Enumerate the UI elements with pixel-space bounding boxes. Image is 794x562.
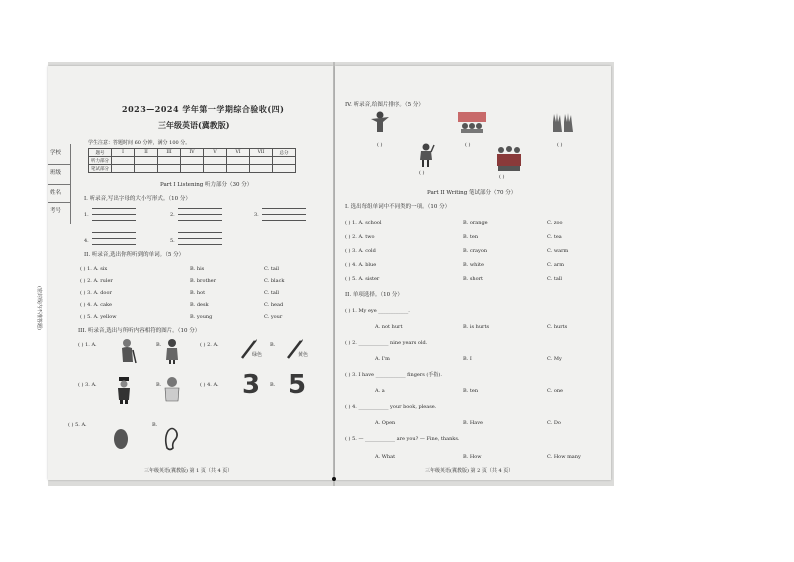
scanned-exam-photo: [36, 62, 614, 486]
sec6-stem: ( ) 3. I have ____________ fingers (手指).: [345, 372, 442, 378]
order-bracket[interactable]: ( ): [465, 142, 471, 148]
sec6-option-c: C. one: [547, 388, 564, 394]
sec5-option-b: B. white: [463, 262, 484, 268]
sec2-option-b: B. young: [190, 314, 213, 320]
sec6-stem: ( ) 2. ____________ nine years old.: [345, 340, 428, 346]
write-line: [178, 238, 222, 239]
number-three-picture: 3: [242, 370, 261, 400]
sec3-q4-a: ( ) 4. A.: [200, 382, 219, 388]
section3-heading: III. 听录音,选出与所听内容相符的图片。（10 分）: [78, 328, 201, 334]
sec3-q2-b: B.: [270, 342, 276, 348]
exam-subtitle: 三年级英语(冀教版): [158, 120, 230, 130]
write-line: [92, 208, 136, 209]
order-bracket[interactable]: ( ): [557, 142, 563, 148]
sec6-option-c: C. Do: [547, 420, 561, 426]
sec3-q5-b: B.: [152, 422, 158, 428]
part2-heading: Part II Writing 笔试部分（70 分）: [427, 190, 517, 196]
score-header: 题号: [89, 149, 112, 157]
sec2-row: ( ) 2. A. ruler: [80, 278, 113, 284]
sec5-option-c: C. tall: [547, 276, 563, 282]
sec3-q5-a: ( ) 5. A.: [68, 422, 87, 428]
pencil-label-yellow: 黄色: [298, 352, 309, 358]
sec2-row: ( ) 4. A. cake: [80, 302, 112, 308]
sec5-option-b: B. short: [463, 276, 484, 282]
sec5-option-c: C. zoo: [547, 220, 563, 226]
write-line: [262, 208, 306, 209]
ear-picture: [162, 426, 180, 452]
write-item: 5.: [170, 238, 175, 244]
part1-heading: Part I Listening 听力部分（30 分）: [160, 182, 253, 188]
egg-picture: [112, 428, 130, 450]
margin-divider: [48, 184, 70, 185]
girl-picture: [164, 338, 180, 364]
sec3-q3-b: B.: [156, 382, 162, 388]
margin-label-name: 姓名: [50, 190, 62, 196]
section5-heading: I. 选出每组单词中不同类的一项。（10 分）: [345, 204, 451, 210]
exam-title: 2023—2024 学年第一学期综合验收(四): [122, 104, 285, 114]
sec6-option-b: B. How: [463, 454, 482, 460]
sec2-option-c: C. tall: [264, 290, 280, 296]
margin-label-school: 学校: [50, 150, 62, 156]
sec5-option-b: B. ten: [463, 234, 479, 240]
section1-heading: I. 听录音,写出字母的大小写形式。（10 分）: [84, 196, 191, 202]
sec2-option-c: C. black: [264, 278, 285, 284]
sec6-option-c: C. My: [547, 356, 562, 362]
sec5-option-b: B. crayon: [463, 248, 488, 254]
sec6-option-a: A. a: [375, 388, 385, 394]
sec6-stem: ( ) 5. — ____________ are you? — Fine, thanks.: [345, 436, 460, 442]
sec3-q3-a: ( ) 3. A.: [78, 382, 97, 388]
police-officer-picture: [116, 376, 132, 404]
write-item: 4.: [84, 238, 89, 244]
score-header: 听力部分: [89, 157, 112, 165]
sec5-option-c: C. warm: [547, 248, 569, 254]
sec2-option-b: B. his: [190, 266, 205, 272]
section2-heading: II. 听录音,选出你所听到的单词。（5 分）: [84, 252, 185, 258]
sec5-row: ( ) 2. A. two: [345, 234, 375, 240]
boy-waving-picture: [417, 142, 435, 168]
sec5-row: ( ) 3. A. cold: [345, 248, 376, 254]
doctor-picture: [162, 376, 182, 402]
sec6-option-b: B. I: [463, 356, 472, 362]
score-header: 笔试部分: [89, 165, 112, 173]
margin-divider: [48, 164, 70, 165]
student-instructions: 学生注意：答题时间 60 分钟，满分 100 分。: [88, 140, 191, 146]
margin-divider: [48, 202, 70, 203]
sec2-row: ( ) 1. A. six: [80, 266, 108, 272]
sec5-row: ( ) 4. A. blue: [345, 262, 377, 268]
sec6-option-c: C. hurts: [547, 324, 568, 330]
sec6-option-a: A. Open: [375, 420, 396, 426]
sec2-option-c: C. tail: [264, 266, 280, 272]
score-col: IV: [181, 149, 204, 157]
order-bracket[interactable]: ( ): [377, 142, 383, 148]
order-bracket[interactable]: ( ): [419, 170, 425, 176]
write-line: [178, 244, 222, 245]
pencil-label-green: 绿色: [252, 352, 263, 358]
write-item: 3.: [254, 212, 259, 218]
sec3-q1-a: ( ) 1. A.: [78, 342, 97, 348]
score-col: 总分: [273, 149, 296, 157]
write-line: [178, 220, 222, 221]
score-col: II: [135, 149, 158, 157]
write-line: [92, 232, 136, 233]
number-five-picture: 5: [288, 370, 307, 400]
sec3-q2-a: ( ) 2. A.: [200, 342, 219, 348]
class-picture: [457, 110, 487, 134]
sec2-option-c: C. your: [264, 314, 283, 320]
sec6-option-b: B. Have: [463, 420, 483, 426]
sec6-option-b: B. is hurts: [463, 324, 490, 330]
write-line: [92, 214, 136, 215]
sec2-option-b: B. hot: [190, 290, 206, 296]
sec6-option-a: A. What: [375, 454, 396, 460]
right-page: [335, 66, 611, 480]
page-dot: [332, 477, 336, 481]
sec5-row: ( ) 5. A. sister: [345, 276, 380, 282]
sec2-option-b: B. brother: [190, 278, 217, 284]
binding-margin: [48, 144, 71, 224]
write-line: [178, 214, 222, 215]
sec6-stem: ( ) 1. My eye ____________.: [345, 308, 410, 314]
sec6-stem: ( ) 4. ____________ your book, please.: [345, 404, 437, 410]
score-col: V: [204, 149, 227, 157]
section4-heading: IV. 听录音,给图片排序。（5 分）: [345, 102, 424, 108]
sec6-option-b: B. ten: [463, 388, 479, 394]
write-line: [92, 220, 136, 221]
stretching-picture: [369, 110, 391, 134]
score-col: III: [158, 149, 181, 157]
left-footer: 三年级英语(冀教版) 第 1 页（共 4 页）: [144, 468, 233, 474]
sec5-row: ( ) 1. A. school: [345, 220, 382, 226]
sec3-q1-b: B.: [156, 342, 162, 348]
margin-label-number: 考号: [50, 208, 62, 214]
write-line: [92, 238, 136, 239]
sec6-option-c: C. How many: [547, 454, 581, 460]
left-page: [36, 66, 333, 480]
sec5-option-c: C. tea: [547, 234, 562, 240]
score-col: VII: [250, 149, 273, 157]
score-col: VI: [227, 149, 250, 157]
sec6-option-a: A. not hurt: [375, 324, 403, 330]
sec2-option-b: B. desk: [190, 302, 209, 308]
write-line: [92, 244, 136, 245]
write-line: [178, 208, 222, 209]
section6-heading: II. 单项选择。（10 分）: [345, 292, 403, 298]
hands-picture: [551, 112, 575, 134]
score-table: [88, 148, 296, 173]
write-line: [178, 232, 222, 233]
score-col: I: [112, 149, 135, 157]
sec5-option-c: C. arm: [547, 262, 564, 268]
sec2-row: ( ) 3. A. door: [80, 290, 112, 296]
sec2-option-c: C. head: [264, 302, 284, 308]
sec6-option-a: A. I'm: [375, 356, 390, 362]
write-line: [262, 220, 306, 221]
write-item: 1.: [84, 212, 89, 218]
write-item: 2.: [170, 212, 175, 218]
sec3-q4-b: B.: [270, 382, 276, 388]
sec2-row: ( ) 5. A. yellow: [80, 314, 117, 320]
order-bracket[interactable]: ( ): [499, 174, 505, 180]
family-picture: [495, 144, 523, 172]
sec5-option-b: B. orange: [463, 220, 488, 226]
margin-note: (密封线内不准答题): [36, 286, 42, 330]
write-line: [262, 214, 306, 215]
old-man-picture: [118, 338, 138, 364]
margin-label-class: 班级: [50, 170, 62, 176]
right-footer: 三年级英语(冀教版) 第 2 页（共 4 页）: [425, 468, 514, 474]
